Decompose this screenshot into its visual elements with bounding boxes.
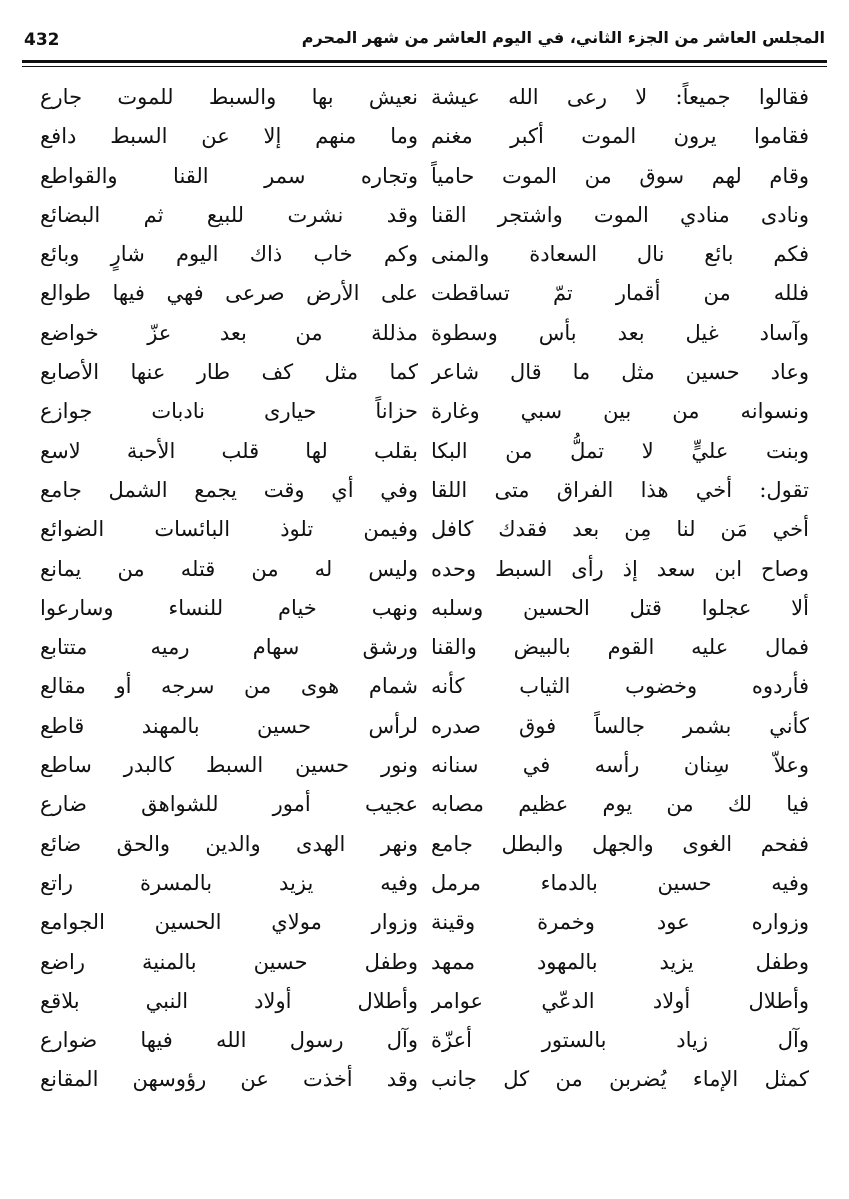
verse-line: وما منهم إلا عن السبط دافع <box>40 124 418 149</box>
verse-line: ونسوانه من بين سبي وغارة <box>431 399 809 424</box>
verse-line: وصاح ابن سعد إذ رأى السبط وحده <box>431 556 809 581</box>
verse-line: وتجاره سمر القنا والقواطع <box>40 163 418 188</box>
verse-line: وآساد غيل بعد بأس وسطوة <box>431 320 809 345</box>
verse-line: حزاناً حيارى نادبات جوازع <box>40 399 418 424</box>
verse-line: فلله من أقمار تمّ تساقطت <box>431 281 809 306</box>
verse-line: وطفل حسين بالمنية راضع <box>40 949 418 974</box>
verse-line: وفيه حسين بالدماء مرمل <box>431 870 809 895</box>
verse-line: أخي مَن لنا مِن بعد فقدك كافل <box>431 517 809 542</box>
verse-line: كما مثل كف طار عنها الأصابع <box>40 360 418 385</box>
verse-line: وقام لهم سوق من الموت حامياً <box>431 163 809 188</box>
header-rule-thick <box>22 60 827 63</box>
verse-line: ونادى منادي الموت واشتجر القنا <box>431 202 809 227</box>
verse-line: وقد نشرت للبيع ثم البضائع <box>40 202 418 227</box>
verse-line: كمثل الإماء يُضربن من كل جانب <box>431 1067 809 1092</box>
verse-line: بقلب لها قلب الأحبة لاسع <box>40 438 418 463</box>
verse-line: ألا عجلوا قتل الحسين وسلبه <box>431 595 809 620</box>
verse-line: نعيش بها والسبط للموت جارع <box>40 85 418 109</box>
verse-line: وقد أخذت عن رؤوسهن المقانع <box>40 1067 418 1092</box>
verse-line: وأطلال أولاد الدعّي عوامر <box>431 988 809 1013</box>
poem-body <box>40 78 809 1169</box>
poem-left-column <box>40 78 418 1100</box>
verse-line: شمام هوى من سرجه أو مقالع <box>40 674 418 699</box>
verse-line: ونهب خيام للنساء وسارعوا <box>40 595 418 620</box>
verse-line: وزواره عود وخمرة وقينة <box>431 910 809 935</box>
verse-line: فقالوا جميعاً: لا رعى الله عيشة <box>431 85 809 109</box>
verse-line: وزوار مولاي الحسين الجوامع <box>40 910 418 935</box>
page-number: 432 <box>24 30 60 50</box>
verse-line: كأني بشمر جالساً فوق صدره <box>431 713 809 738</box>
verse-line: فيا لك من يوم عظيم مصابه <box>431 792 809 817</box>
verse-line: وفيمن تلوذ البائسات الضوائع <box>40 517 418 542</box>
verse-line: ففحم الغوى والجهل والبطل جامع <box>431 831 809 856</box>
verse-line: وعلاّ سِنان رأسه في سنانه <box>431 753 809 778</box>
page-header <box>22 22 827 58</box>
verse-line: فكم بائع نال السعادة والمنى <box>431 242 809 267</box>
verse-line: وطفل يزيد بالمهود ممهد <box>431 949 809 974</box>
verse-line: وبنت عليٍّ لا تملُّ من البكا <box>431 438 809 463</box>
running-title: المجلس العاشر من الجزء الثاني، في اليوم العاشر من شهر المحرم <box>301 28 825 47</box>
verse-line: وآل رسول الله فيها ضوارع <box>40 1028 418 1053</box>
verse-line: فمال عليه القوم بالبيض والقنا <box>431 635 809 660</box>
verse-line: تقول: أخي هذا الفراق متى اللقا <box>431 477 809 502</box>
verse-line: ونور حسين السبط كالبدر ساطع <box>40 753 418 778</box>
verse-line: وأطلال أولاد النبي بلاقع <box>40 988 418 1013</box>
header-rule-thin <box>22 66 827 67</box>
verse-line: على الأرض صرعى فهي فيها طوالع <box>40 281 418 306</box>
verse-line: ورشق سهام رميه متتابع <box>40 635 418 660</box>
verse-line: وفي أي وقت يجمع الشمل جامع <box>40 477 418 502</box>
verse-line: وآل زياد بالستور أعزّة <box>431 1028 809 1053</box>
verse-line: مذللة من بعد عزّ خواضع <box>40 320 418 345</box>
verse-line: فأردوه وخضوب الثياب كأنه <box>431 674 809 699</box>
verse-line: وكم خاب ذاك اليوم شارٍ وبائع <box>40 242 418 267</box>
verse-line: ونهر الهدى والدين والحق ضائع <box>40 831 418 856</box>
verse-line: عجيب أمور للشواهق ضارع <box>40 792 418 817</box>
verse-line: لرأس حسين بالمهند قاطع <box>40 713 418 738</box>
verse-line: وليس له من قتله من يمانع <box>40 556 418 581</box>
verse-line: وفيه يزيد بالمسرة راتع <box>40 870 418 895</box>
poem-right-column <box>431 78 809 1100</box>
verse-line: فقاموا يرون الموت أكبر مغنم <box>431 124 809 149</box>
verse-line: وعاد حسين مثل ما قال شاعر <box>431 360 809 385</box>
